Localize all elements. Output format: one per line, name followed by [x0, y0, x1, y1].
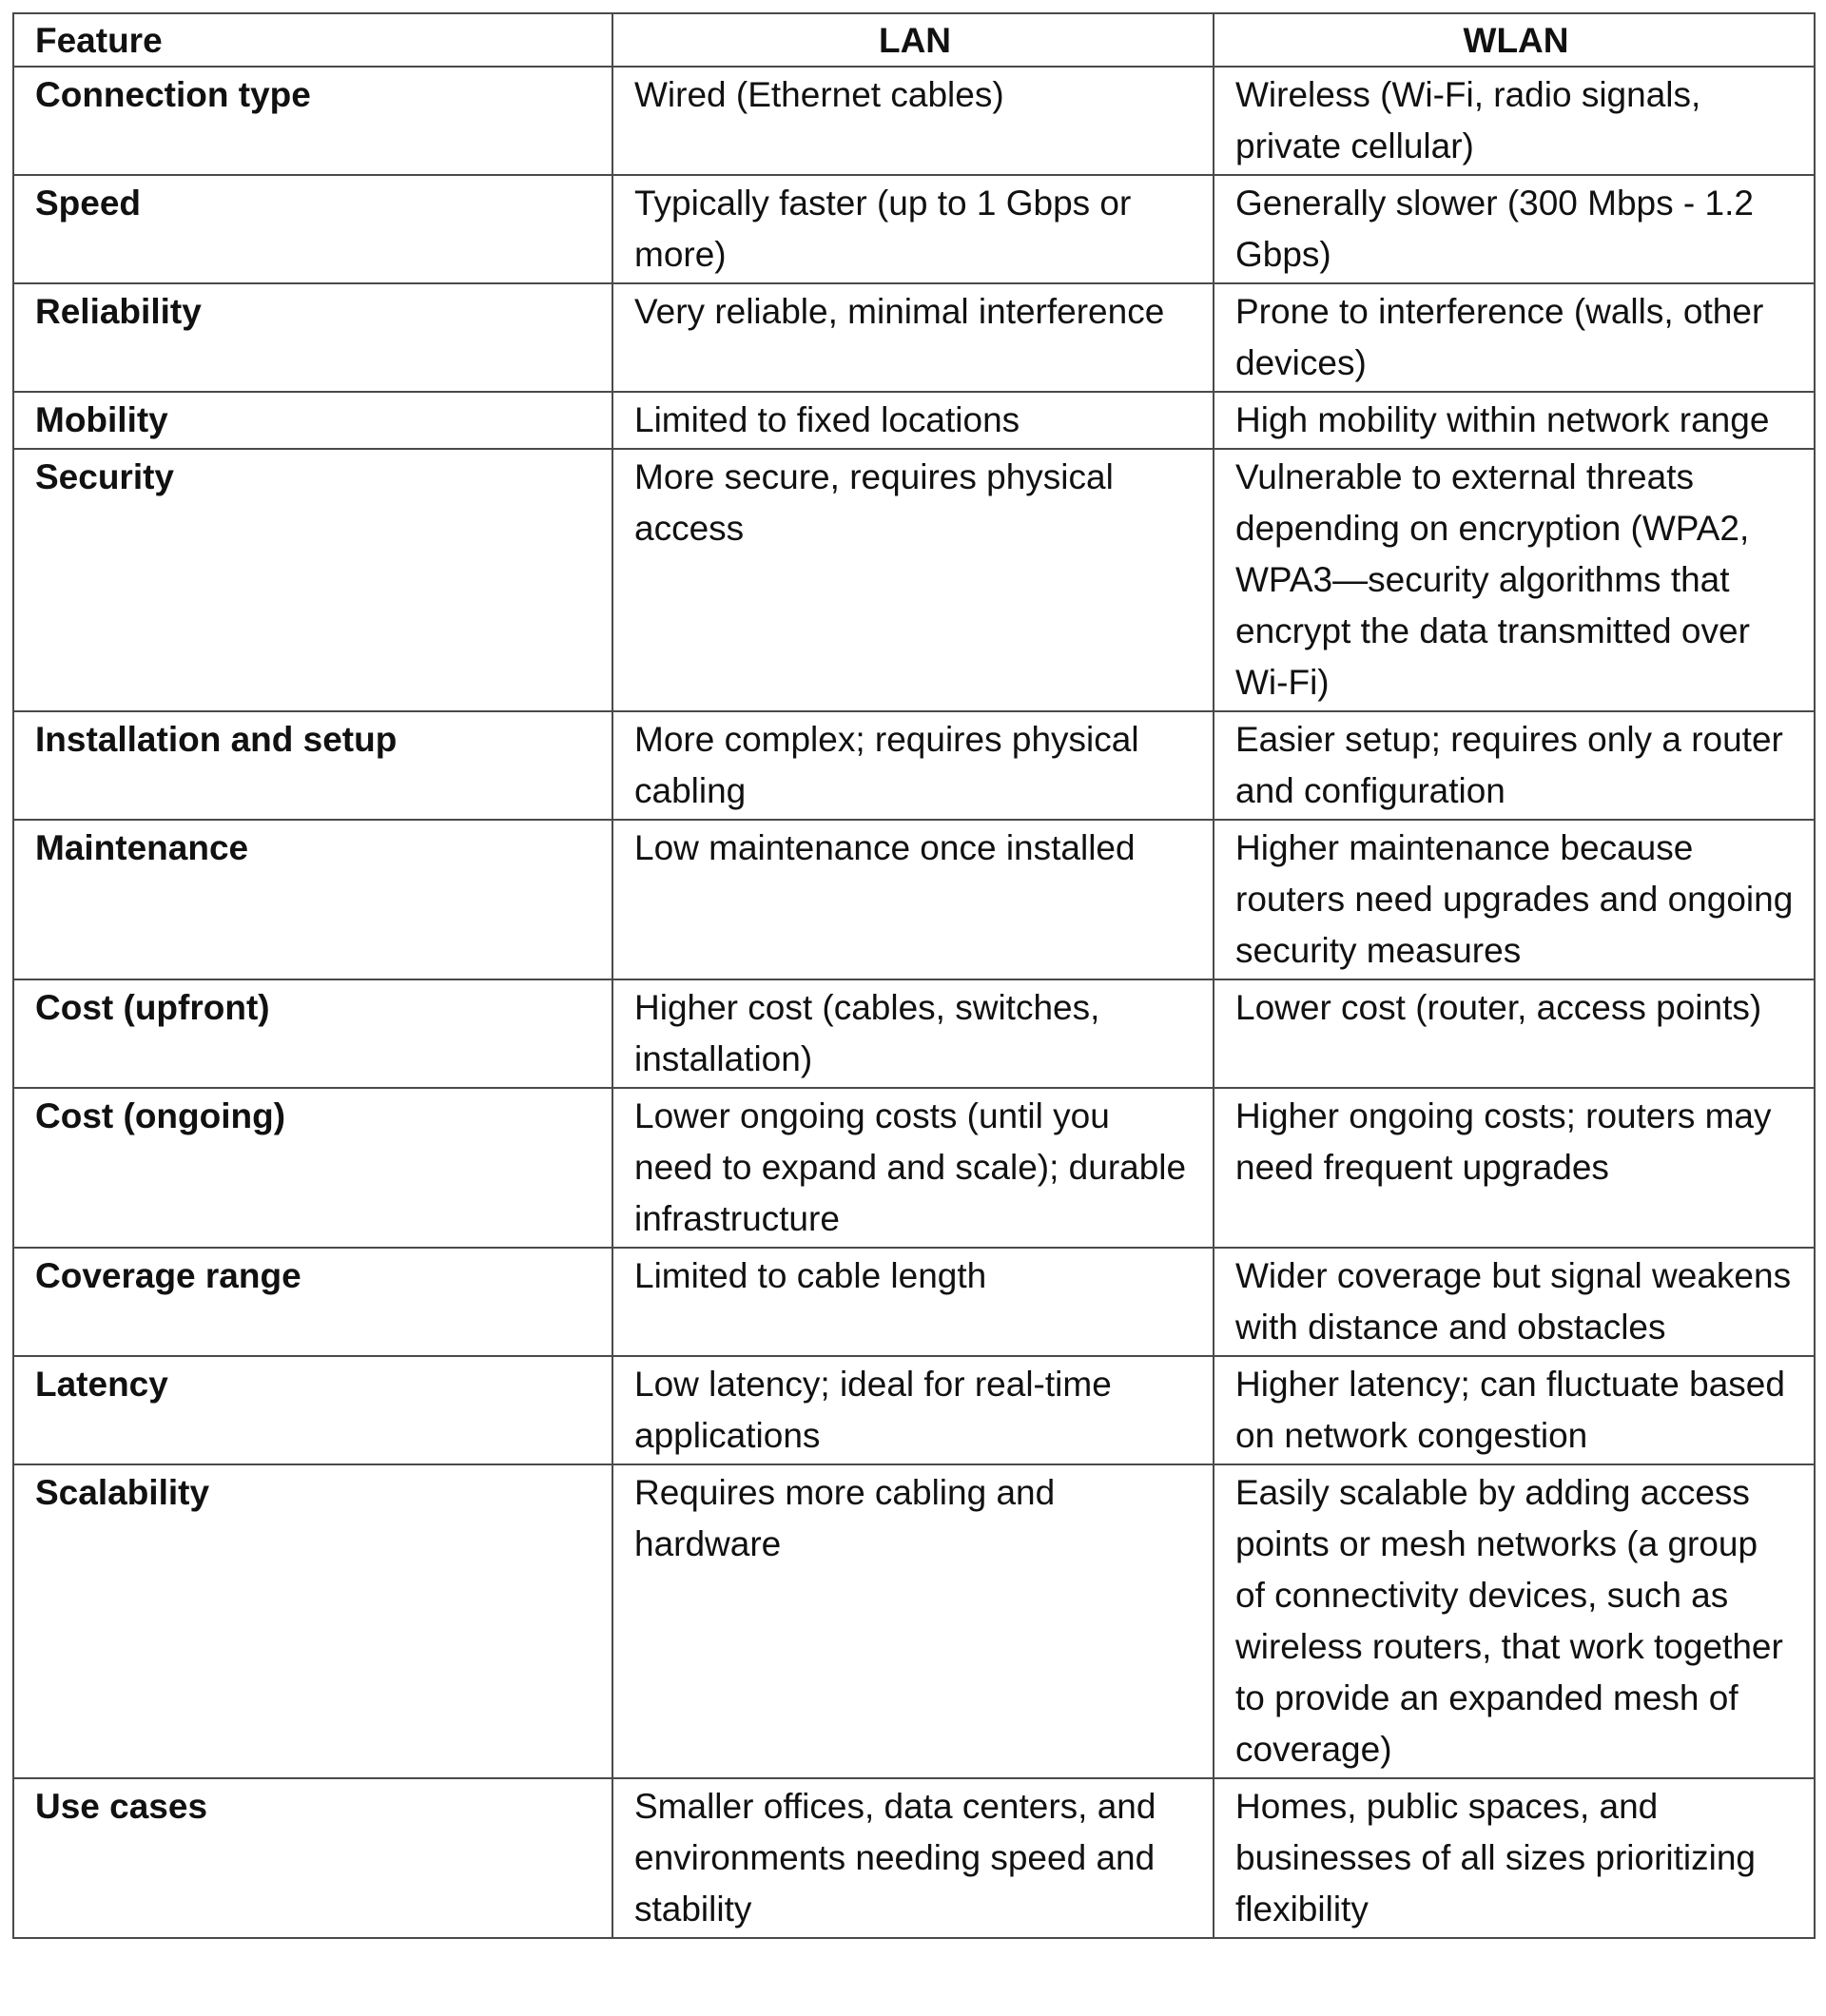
row-wlan-cell: Lower cost (router, access points)	[1214, 979, 1815, 1088]
row-feature-cell: Reliability	[13, 283, 612, 392]
table-row	[13, 1464, 1815, 1778]
row-lan-cell: Requires more cabling and hardware	[612, 1464, 1214, 1778]
row-wlan-cell: Higher maintenance because routers need upgrades and ongoing security measures	[1214, 820, 1815, 979]
row-wlan-cell: Higher latency; can fluctuate based on network congestion	[1214, 1356, 1815, 1464]
row-wlan-cell: High mobility within network range	[1214, 392, 1815, 449]
table-row	[13, 820, 1815, 979]
table-row	[13, 1356, 1815, 1464]
row-feature-cell: Security	[13, 449, 612, 711]
row-wlan-cell: Homes, public spaces, and businesses of all sizes prioritizing flexibility	[1214, 1778, 1815, 1938]
row-feature-cell: Latency	[13, 1356, 612, 1464]
row-feature-cell: Mobility	[13, 392, 612, 449]
table-row	[13, 1778, 1815, 1938]
row-feature-cell: Coverage range	[13, 1248, 612, 1356]
table-row	[13, 175, 1815, 283]
row-lan-cell: Very reliable, minimal interference	[612, 283, 1214, 392]
table-row	[13, 392, 1815, 449]
row-feature-cell: Cost (upfront)	[13, 979, 612, 1088]
table-row	[13, 1088, 1815, 1248]
row-wlan-cell: Easily scalable by adding access points or mesh networks (a group of connectivity devices, such as wireless routers, that work together to provide an expanded mesh of coverage)	[1214, 1464, 1815, 1778]
table-row	[13, 979, 1815, 1088]
row-feature-cell: Maintenance	[13, 820, 612, 979]
row-wlan-cell: Prone to interference (walls, other devices)	[1214, 283, 1815, 392]
row-lan-cell: More complex; requires physical cabling	[612, 711, 1214, 820]
row-lan-cell: Low maintenance once installed	[612, 820, 1214, 979]
row-lan-cell: Limited to fixed locations	[612, 392, 1214, 449]
header-lan: LAN	[612, 13, 1214, 67]
lan-vs-wlan-comparison-table	[12, 12, 1816, 1939]
row-wlan-cell: Generally slower (300 Mbps - 1.2 Gbps)	[1214, 175, 1815, 283]
row-lan-cell: Wired (Ethernet cables)	[612, 67, 1214, 175]
row-wlan-cell: Wireless (Wi-Fi, radio signals, private cellular)	[1214, 67, 1815, 175]
table-header-row	[13, 13, 1815, 67]
row-lan-cell: Typically faster (up to 1 Gbps or more)	[612, 175, 1214, 283]
row-lan-cell: Smaller offices, data centers, and environments needing speed and stability	[612, 1778, 1214, 1938]
table-row	[13, 1248, 1815, 1356]
row-lan-cell: Limited to cable length	[612, 1248, 1214, 1356]
comparison-table-container	[12, 12, 1814, 1939]
row-feature-cell: Scalability	[13, 1464, 612, 1778]
table-row	[13, 67, 1815, 175]
table-row	[13, 711, 1815, 820]
header-feature: Feature	[13, 13, 612, 67]
table-row	[13, 283, 1815, 392]
row-feature-cell: Use cases	[13, 1778, 612, 1938]
row-wlan-cell: Higher ongoing costs; routers may need frequent upgrades	[1214, 1088, 1815, 1248]
row-lan-cell: Low latency; ideal for real-time applications	[612, 1356, 1214, 1464]
header-wlan: WLAN	[1214, 13, 1815, 67]
row-wlan-cell: Wider coverage but signal weakens with distance and obstacles	[1214, 1248, 1815, 1356]
table-row	[13, 449, 1815, 711]
row-wlan-cell: Vulnerable to external threats depending on encryption (WPA2, WPA3—security algorithms that encrypt the data transmitted over Wi-Fi)	[1214, 449, 1815, 711]
row-feature-cell: Connection type	[13, 67, 612, 175]
row-lan-cell: Lower ongoing costs (until you need to expand and scale); durable infrastructure	[612, 1088, 1214, 1248]
row-feature-cell: Cost (ongoing)	[13, 1088, 612, 1248]
row-feature-cell: Installation and setup	[13, 711, 612, 820]
row-lan-cell: More secure, requires physical access	[612, 449, 1214, 711]
row-feature-cell: Speed	[13, 175, 612, 283]
row-lan-cell: Higher cost (cables, switches, installation)	[612, 979, 1214, 1088]
row-wlan-cell: Easier setup; requires only a router and configuration	[1214, 711, 1815, 820]
